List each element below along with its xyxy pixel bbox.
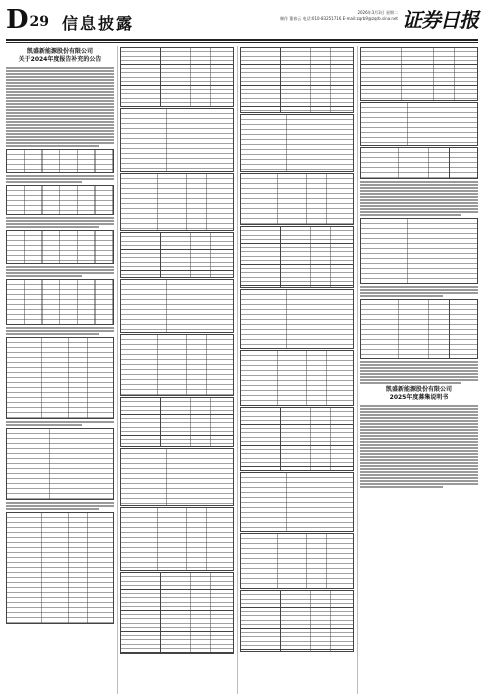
- data-table: [6, 428, 114, 500]
- text-line: [6, 100, 114, 102]
- text-line: [360, 432, 478, 434]
- text-line: [6, 272, 114, 274]
- text-line: [6, 226, 99, 228]
- paragraph: [6, 327, 114, 335]
- text-line: [360, 379, 478, 381]
- text-line: [6, 124, 114, 126]
- text-line: [6, 70, 114, 72]
- data-table: [240, 590, 354, 652]
- data-table: [240, 350, 354, 406]
- text-line: [6, 136, 114, 138]
- text-line: [360, 289, 478, 291]
- text-line: [360, 193, 478, 195]
- text-line: [360, 450, 478, 452]
- text-line: [360, 447, 478, 449]
- paragraph: [360, 286, 478, 297]
- text-line: [6, 127, 114, 129]
- data-table: [120, 279, 234, 333]
- text-line: [360, 205, 478, 207]
- data-table: [120, 507, 234, 571]
- text-line: [360, 444, 478, 446]
- text-line: [360, 486, 443, 488]
- text-line: [6, 79, 114, 81]
- text-line: [6, 421, 114, 423]
- page-letter: D: [6, 5, 29, 35]
- text-line: [6, 115, 114, 117]
- column-divider: [237, 46, 238, 694]
- data-table: [120, 334, 234, 396]
- text-line: [6, 103, 114, 105]
- text-line: [360, 483, 478, 485]
- data-table: [6, 149, 114, 173]
- paragraph: [360, 361, 478, 384]
- text-line: [360, 214, 461, 216]
- text-line: [360, 477, 478, 479]
- data-table: [240, 114, 354, 172]
- text-line: [6, 145, 99, 147]
- text-line: [6, 333, 99, 335]
- text-line: [360, 414, 478, 416]
- text-line: [6, 217, 114, 219]
- column-2: [120, 46, 234, 694]
- data-table: [360, 102, 478, 146]
- text-line: [360, 429, 478, 431]
- text-line: [6, 505, 114, 507]
- masthead-rule: [6, 39, 478, 41]
- text-line: [6, 181, 82, 183]
- data-table: [120, 572, 234, 654]
- paragraph: [6, 175, 114, 183]
- data-table: [240, 173, 354, 225]
- text-line: [6, 76, 114, 78]
- newspaper-logo: 证券日报: [402, 8, 478, 32]
- data-table: [120, 397, 234, 447]
- text-line: [6, 175, 114, 177]
- text-line: [6, 266, 114, 268]
- text-line: [6, 112, 114, 114]
- announcement-company: 凯盛新能源股份有限公司: [26, 48, 93, 55]
- text-line: [6, 502, 114, 504]
- text-line: [360, 361, 478, 363]
- data-table: [240, 47, 354, 113]
- data-table: [6, 512, 114, 624]
- data-table: [6, 185, 114, 215]
- text-line: [6, 97, 114, 99]
- data-table: [360, 147, 478, 179]
- text-line: [6, 91, 114, 93]
- text-line: [360, 471, 478, 473]
- announcement-title-2: 2025年度募集说明书: [389, 394, 449, 401]
- data-table: [120, 232, 234, 278]
- text-line: [360, 456, 478, 458]
- column-1: [6, 46, 114, 694]
- announcement-heading: [6, 48, 114, 64]
- text-line: [6, 133, 114, 135]
- data-table: [240, 226, 354, 288]
- text-line: [6, 67, 114, 69]
- issue-contact: 制作 董春云 电话:010-83251716 E-mail:zqrb9@zqrb.sina.net: [280, 16, 398, 21]
- text-line: [360, 208, 478, 210]
- text-line: [6, 424, 82, 426]
- text-line: [6, 73, 114, 75]
- data-table: [240, 407, 354, 471]
- data-table: [360, 47, 478, 101]
- text-line: [360, 295, 443, 297]
- paragraph: [6, 266, 114, 277]
- text-line: [6, 330, 114, 332]
- text-line: [360, 465, 478, 467]
- text-line: [360, 420, 478, 422]
- issue-info: [280, 10, 398, 22]
- text-line: [6, 508, 99, 510]
- text-line: [360, 411, 478, 413]
- text-line: [6, 327, 114, 329]
- text-line: [360, 441, 478, 443]
- text-line: [6, 130, 114, 132]
- announcement-body-2: [360, 405, 478, 488]
- data-table: [360, 218, 478, 284]
- page-number-digits: 29: [29, 14, 50, 30]
- text-line: [360, 408, 478, 410]
- text-line: [360, 373, 478, 375]
- data-table: [120, 47, 234, 107]
- data-table: [6, 279, 114, 325]
- text-line: [360, 462, 478, 464]
- announcement-title: 关于2024年度报告补充的公告: [18, 56, 102, 63]
- data-table: [6, 337, 114, 419]
- text-line: [360, 370, 478, 372]
- issue-date: 2026年3月3日 星期二: [357, 10, 398, 15]
- data-table: [240, 289, 354, 349]
- text-line: [360, 190, 478, 192]
- announcement-body: [6, 67, 114, 147]
- text-line: [6, 220, 114, 222]
- text-line: [360, 181, 478, 183]
- text-line: [6, 178, 114, 180]
- text-line: [6, 118, 114, 120]
- text-line: [6, 269, 114, 271]
- text-line: [360, 292, 478, 294]
- text-line: [360, 453, 478, 455]
- text-line: [6, 106, 114, 108]
- text-line: [360, 423, 478, 425]
- text-line: [6, 109, 114, 111]
- text-line: [360, 211, 478, 213]
- text-line: [360, 480, 478, 482]
- text-line: [6, 82, 114, 84]
- text-line: [360, 184, 478, 186]
- page-number: [6, 6, 49, 34]
- text-line: [360, 376, 478, 378]
- column-3: [240, 46, 354, 694]
- article-text: [360, 181, 478, 216]
- masthead-rule-thin: [6, 42, 478, 43]
- masthead: [6, 6, 478, 38]
- text-line: [360, 367, 478, 369]
- text-line: [360, 196, 478, 198]
- text-line: [6, 142, 114, 144]
- data-table: [120, 173, 234, 231]
- data-table: [240, 533, 354, 589]
- text-line: [6, 94, 114, 96]
- data-table: [240, 472, 354, 532]
- text-line: [360, 286, 478, 288]
- paragraph: [6, 217, 114, 228]
- data-table: [120, 108, 234, 172]
- paragraph: [6, 502, 114, 510]
- data-table: [6, 230, 114, 264]
- announcement-heading-2: [360, 386, 478, 402]
- text-line: [360, 417, 478, 419]
- text-line: [360, 364, 478, 366]
- text-line: [6, 223, 114, 225]
- text-line: [360, 382, 461, 384]
- text-line: [360, 435, 478, 437]
- column-divider: [357, 46, 358, 694]
- text-line: [6, 88, 114, 90]
- column-4: [360, 46, 478, 694]
- text-line: [6, 85, 114, 87]
- text-line: [360, 199, 478, 201]
- data-table: [360, 299, 478, 359]
- column-divider: [117, 46, 118, 694]
- text-line: [360, 202, 478, 204]
- text-line: [360, 405, 478, 407]
- data-table: [120, 448, 234, 506]
- announcement-company-2: 凯盛新能源股份有限公司: [385, 386, 452, 393]
- paragraph: [6, 421, 114, 426]
- text-line: [6, 275, 82, 277]
- text-line: [360, 468, 478, 470]
- text-line: [360, 438, 478, 440]
- section-title: 信息披露: [62, 14, 135, 33]
- text-line: [360, 474, 478, 476]
- text-line: [6, 139, 114, 141]
- text-line: [360, 187, 478, 189]
- text-line: [6, 121, 114, 123]
- text-line: [360, 426, 478, 428]
- text-line: [360, 459, 478, 461]
